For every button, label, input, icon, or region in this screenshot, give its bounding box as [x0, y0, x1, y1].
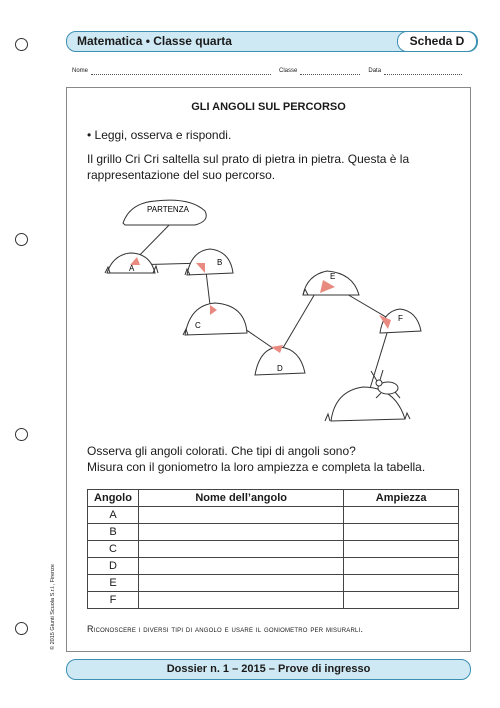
label-e: E: [330, 272, 336, 281]
question-1: Osserva gli angoli colorati. Che tipi di angoli sono?: [87, 444, 356, 458]
path-drawing: [95, 195, 425, 425]
amplitude-cell[interactable]: [344, 575, 459, 592]
binder-hole-2: [15, 233, 28, 246]
stone-c: [185, 303, 247, 335]
binder-hole-1: [15, 38, 28, 51]
table-row: [88, 558, 459, 575]
subject-label: Matematica • Classe quarta: [77, 34, 232, 48]
name-cell[interactable]: [139, 575, 344, 592]
name-cell[interactable]: [139, 524, 344, 541]
name-label: Nome: [72, 68, 89, 74]
angle-cell: F: [88, 592, 139, 609]
angle-cell: E: [88, 575, 139, 592]
objective-text: Riconoscere i diversi tipi di angolo e usare il goniometro per misurarli.: [87, 624, 364, 634]
header-amplitude: Ampiezza: [344, 490, 459, 507]
copyright: © 2015 Giunti Scuola S.r.l., Firenze: [50, 564, 56, 650]
name-cell[interactable]: [139, 558, 344, 575]
date-field[interactable]: [384, 68, 462, 75]
header-bar: [66, 31, 478, 52]
table-row: [88, 592, 459, 609]
questions: [87, 443, 425, 475]
name-cell[interactable]: [139, 592, 344, 609]
angle-cell: D: [88, 558, 139, 575]
name-field[interactable]: [91, 68, 271, 75]
table-row: [88, 541, 459, 558]
binder-hole-3: [15, 428, 28, 441]
footer-bar: Dossier n. 1 – 2015 – Prove di ingresso: [66, 659, 471, 680]
question-2: Misura con il goniometro la loro ampiezza e completa la tabella.: [87, 460, 426, 474]
stone-b: [187, 249, 233, 275]
table-row: [88, 524, 459, 541]
worksheet-title: GLI ANGOLI SUL PERCORSO: [191, 101, 346, 113]
binder-hole-4: [15, 622, 28, 635]
label-d: D: [277, 364, 283, 373]
instruction: • Leggi, osserva e rispondi.: [87, 128, 232, 142]
sheet-label: Scheda D: [397, 31, 477, 52]
label-f: F: [398, 314, 403, 323]
name-cell[interactable]: [139, 507, 344, 524]
amplitude-cell[interactable]: [344, 541, 459, 558]
table-row: [88, 575, 459, 592]
header-angle: Angolo: [88, 490, 139, 507]
angle-cell: B: [88, 524, 139, 541]
header-name: Nome dell’angolo: [139, 490, 344, 507]
class-field[interactable]: [300, 68, 360, 75]
label-c: C: [195, 321, 201, 330]
class-label: Classe: [279, 68, 298, 74]
amplitude-cell[interactable]: [344, 507, 459, 524]
date-label: Data: [368, 68, 382, 74]
table-header-row: [88, 490, 459, 507]
angle-cell: C: [88, 541, 139, 558]
student-fields: [72, 68, 472, 75]
amplitude-cell[interactable]: [344, 524, 459, 541]
label-b: B: [217, 258, 223, 267]
angle-cell: A: [88, 507, 139, 524]
label-start: PARTENZA: [147, 205, 189, 214]
angles-table: [87, 489, 459, 609]
label-a: A: [129, 264, 135, 273]
amplitude-cell[interactable]: [344, 558, 459, 575]
table-row: [88, 507, 459, 524]
paragraph: Il grillo Cri Cri saltella sul prato di pietra in pietra. Questa è la rappresentazione del suo percorso.: [87, 152, 410, 182]
amplitude-cell[interactable]: [344, 592, 459, 609]
name-cell[interactable]: [139, 541, 344, 558]
